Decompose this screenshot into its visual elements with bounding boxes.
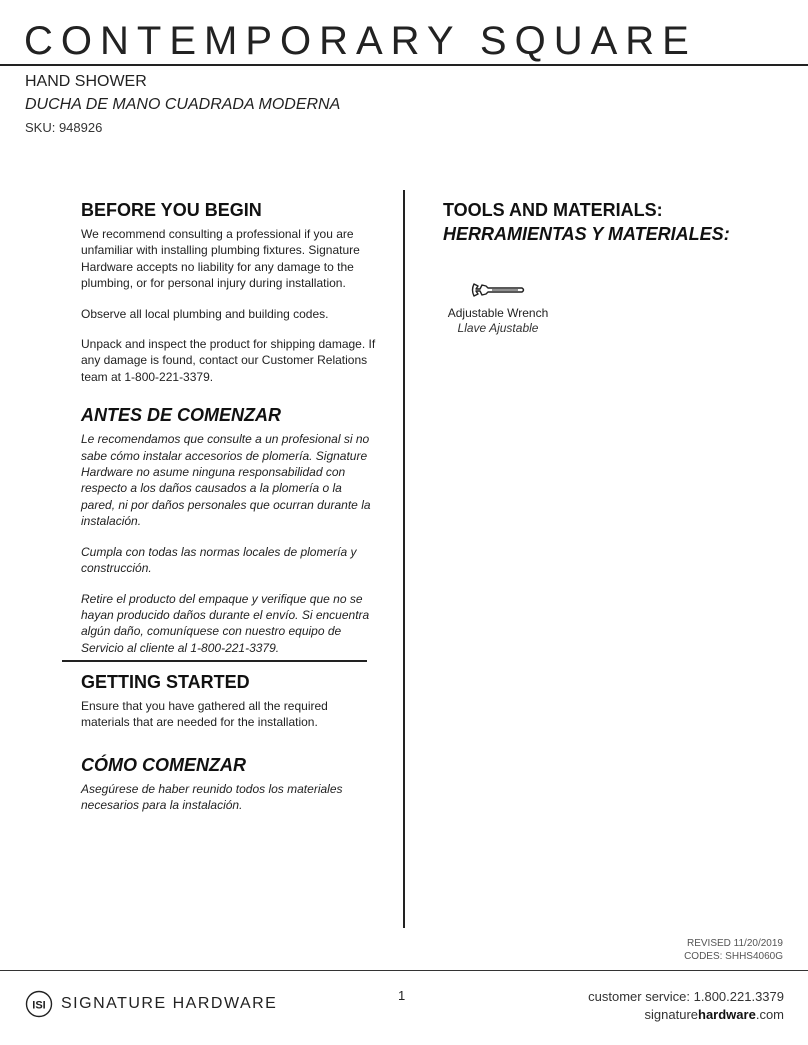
como-comenzar-heading: CÓMO COMENZAR bbox=[81, 754, 246, 775]
getting-started-heading: GETTING STARTED bbox=[81, 672, 250, 692]
contact-info bbox=[588, 988, 784, 1024]
brand-name: SIGNATURE HARDWARE bbox=[61, 995, 278, 1012]
brand-logo bbox=[25, 990, 277, 1018]
header-rule bbox=[0, 64, 808, 66]
website-link[interactable] bbox=[588, 1006, 784, 1024]
como-comenzar-paragraph: Asegúrese de haber reunido todos los materiales necesarios para la instalación. bbox=[81, 781, 343, 813]
before-you-begin-heading: BEFORE YOU BEGIN bbox=[81, 200, 262, 220]
antes-paragraph-1: Le recomendamos que consulte a un profesional si no sabe cómo instalar accesorios de plomería. Signature Hardware no asume ninguna responsabilidad con respecto a los daños causados a la plomería o la pared, ni por daños personales que ocurran durante la instalación. bbox=[81, 432, 371, 529]
antes-de-comenzar-heading: ANTES DE COMENZAR bbox=[81, 405, 282, 426]
tools-heading-en: TOOLS AND MATERIALS: bbox=[443, 200, 663, 220]
customer-service-line bbox=[588, 988, 784, 1006]
before-paragraph-1: We recommend consulting a professional if you are unfamiliar with installing plumbing fixtures. Signature Hardware accepts no liability for any damage to the plumbing, or for personal injury during installation. bbox=[81, 227, 360, 291]
signature-hardware-logo-icon bbox=[25, 990, 53, 1018]
site-bold: hardware bbox=[698, 1007, 756, 1022]
page-number: 1 bbox=[398, 988, 406, 1003]
logo-monogram: ISI bbox=[32, 999, 46, 1012]
tool-label-es: Llave Ajustable bbox=[457, 321, 539, 335]
site-suffix: .com bbox=[755, 1007, 784, 1022]
tool-item-adjustable-wrench bbox=[443, 280, 553, 336]
section-rule bbox=[62, 660, 367, 662]
revised-date: REVISED 11/20/2019 bbox=[687, 938, 783, 949]
product-subtitle-es: DUCHA DE MANO CUADRADA MODERNA bbox=[25, 96, 341, 113]
getting-started-block bbox=[81, 670, 376, 814]
left-column bbox=[81, 198, 376, 656]
adjustable-wrench-icon bbox=[470, 280, 526, 300]
sku-label: SKU: 948926 bbox=[25, 120, 103, 135]
site-prefix: signature bbox=[644, 1007, 699, 1022]
tools-heading-es: HERRAMIENTAS Y MATERIALES: bbox=[443, 224, 730, 244]
before-paragraph-3: Unpack and inspect the product for shipping damage. If any damage is found, contact our Customer Relations team at 1-800-221-3379. bbox=[81, 337, 376, 384]
customer-service-phone: 1.800.221.3379 bbox=[693, 989, 784, 1004]
customer-service-label: customer service: bbox=[588, 989, 690, 1004]
footer-rule bbox=[0, 970, 808, 971]
product-codes: CODES: SHHS4060G bbox=[684, 951, 783, 962]
antes-paragraph-2: Cumpla con todas las normas locales de plomería y construcción. bbox=[81, 544, 357, 576]
column-divider bbox=[403, 190, 405, 928]
before-paragraph-2: Observe all local plumbing and building codes. bbox=[81, 306, 329, 321]
getting-started-paragraph: Ensure that you have gathered all the required materials that are needed for the installation. bbox=[81, 699, 328, 730]
revision-info bbox=[684, 937, 783, 963]
tool-label-en: Adjustable Wrench bbox=[447, 306, 549, 320]
antes-paragraph-3: Retire el producto del empaque y verifique que no se hayan producido daños durante el envío. Si encuentra algún daño, comuníquese con nuestro equipo de Servicio al cliente al 1-800-221-3379. bbox=[81, 591, 370, 655]
product-subtitle-en: HAND SHOWER bbox=[25, 73, 147, 90]
right-column bbox=[443, 198, 773, 246]
document-title: CONTEMPORARY SQUARE bbox=[24, 19, 697, 63]
